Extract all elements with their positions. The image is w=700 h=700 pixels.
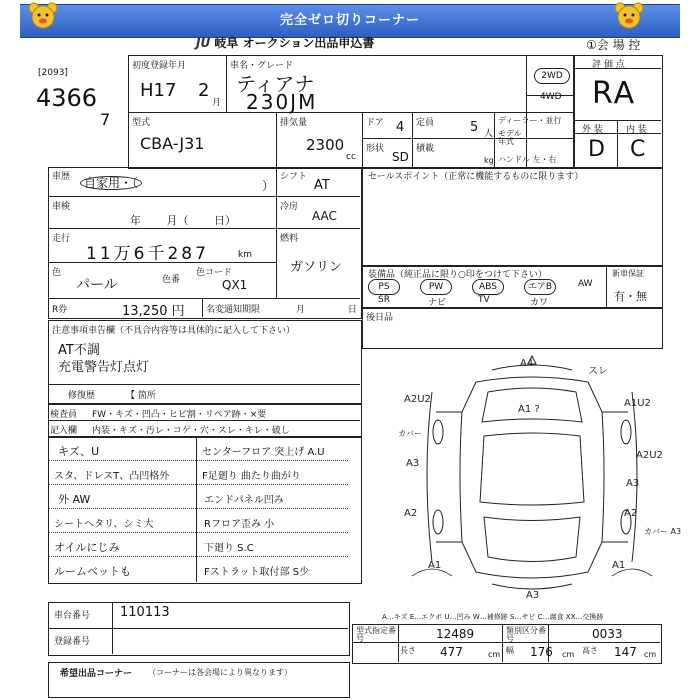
inspector-note-right-2: F足廻り 曲たり曲がり xyxy=(202,471,301,482)
right-side-outline xyxy=(632,392,637,562)
equip-navi: ナビ xyxy=(428,298,447,308)
wheel-rl xyxy=(433,510,443,534)
diag-label-4: A1U2 xyxy=(624,398,651,409)
diag-label-6: A2U2 xyxy=(636,450,663,461)
reg-month-unit: 月 xyxy=(212,98,222,108)
mileage-unit: km xyxy=(238,250,252,260)
fuel-value: ガソリン xyxy=(290,260,343,275)
height-unit: cm xyxy=(644,650,657,659)
type-spec-label: 型式指定番号 xyxy=(356,626,396,643)
inspector-items-1: FW・キズ・凹凸・ヒビ割・リペア跡・×要 xyxy=(92,410,267,420)
history-label: 車歴 xyxy=(52,172,71,182)
equip-airbag: エアB xyxy=(524,279,556,295)
color-value: パール xyxy=(76,277,118,293)
doors-label: ドア xyxy=(366,118,384,128)
equip-tv: TV xyxy=(478,295,490,305)
type-spec-value: 12489 xyxy=(436,627,475,641)
vehicle-name: ティアナ xyxy=(236,72,315,96)
inspector-note-right-6: Fストラット取付部 S少 xyxy=(204,567,310,578)
wheel-fr xyxy=(621,420,631,444)
form-title xyxy=(196,34,374,51)
color-code-number-label: 色番 xyxy=(162,275,181,285)
diag-label-11: カバー A3 xyxy=(644,527,682,536)
inspector-note-left-3: 外 AW xyxy=(58,493,91,506)
lot-number: 4366 xyxy=(36,84,98,112)
reg-no-label: 登録番号 xyxy=(54,637,91,647)
damage-legend: A…キズ E…エクボ U…凹み W…補修跡 S…サビ C…腐食 XX…交換跡 xyxy=(382,613,604,621)
rear-box xyxy=(362,307,663,349)
diag-label-8: A3 xyxy=(626,478,640,489)
shape-label: 形状 xyxy=(366,144,385,154)
diag-label-14: A1 xyxy=(612,560,626,571)
inspector-note-left-4: シートヘタリ、シミ大 xyxy=(54,519,154,530)
left-side-outline xyxy=(427,392,432,562)
new-warranty-value: 有・無 xyxy=(614,290,647,303)
length-value: 477 xyxy=(440,645,463,659)
wheel-fl xyxy=(433,420,443,444)
notes-label: 注意事項車告欄（不具合内容等は具体的に記入して下さい） xyxy=(52,326,296,336)
form-title-text: 岐阜 オークション出品申込書 xyxy=(214,36,375,50)
lot-suffix: 7 xyxy=(100,110,111,129)
drive-2wd: 2WD xyxy=(534,68,570,84)
equip-pw: PW xyxy=(420,279,452,295)
drive-4wd: 4WD xyxy=(540,92,562,102)
vehicle-type: CBA-J31 xyxy=(140,134,205,153)
diag-label-12: カバー xyxy=(398,429,422,438)
diag-label-3: A2U2 xyxy=(404,394,431,405)
diag-label-2: スレ xyxy=(588,366,608,377)
ticket-value: 13,250 円 xyxy=(122,304,185,319)
mileage-value: 11万6千287 xyxy=(86,244,209,264)
reg-month: 2 xyxy=(198,80,210,101)
model-label: 車名・グレード xyxy=(230,61,294,71)
capacity-label: 定員 xyxy=(416,118,435,128)
cc-unit: cc xyxy=(346,152,356,162)
length-unit: cm xyxy=(488,650,501,659)
displacement: 2300 xyxy=(306,136,345,154)
diag-label-1: A4 xyxy=(520,358,534,369)
inspector-note-right-3: エンドパネル凹み xyxy=(204,495,284,506)
history-close: ） xyxy=(262,179,275,193)
inspector-note-left-5: オイルにじみ xyxy=(54,541,120,554)
fuel-label: 燃料 xyxy=(280,234,299,244)
shift-label: シフト xyxy=(280,172,308,182)
new-warranty-label: 新車保証 xyxy=(612,269,644,278)
wish-note: （コーナーは各会場により異なります） xyxy=(148,668,292,677)
color-code-label: 色コード xyxy=(196,268,233,278)
shape: SD xyxy=(392,150,409,164)
diag-label-13: A1 xyxy=(428,560,442,571)
equipment-label: 装備品（純正品に限り○印をつけて下さい） xyxy=(368,270,547,280)
rear-bumper-outline xyxy=(492,584,572,589)
car-no-label: 車台番号 xyxy=(54,611,91,621)
capacity: 5 xyxy=(470,120,479,135)
dealer-label: ディーラー・並行 xyxy=(498,116,562,125)
diag-label-7: A3 xyxy=(406,458,420,469)
handle-label: ハンドル 左・右 xyxy=(498,155,557,164)
banner-title: 完全ゼロ切りコーナー xyxy=(279,13,420,28)
inspector-note-right-5: 下廻り S.C xyxy=(204,543,254,554)
person-unit: 人 xyxy=(484,129,494,139)
first-reg-label: 初度登録年月 xyxy=(132,61,187,71)
selling-points-box xyxy=(362,167,663,267)
kg-unit: kg xyxy=(484,156,494,165)
banner xyxy=(20,4,680,38)
brand-logo: JU xyxy=(196,36,211,50)
doors: 4 xyxy=(396,120,405,135)
width-unit: cm xyxy=(562,650,575,659)
ac-label: 冷房 xyxy=(280,202,299,212)
interior-label: 内 装 xyxy=(626,125,647,135)
shift-value: AT xyxy=(314,178,330,193)
displacement-label: 排気量 xyxy=(280,118,308,128)
inspection-value: 年 月（ 日） xyxy=(130,214,236,227)
inspector-note-left-6: ルームベットも xyxy=(54,565,131,578)
vehicle-grade: 230JM xyxy=(246,90,318,114)
model-year-label: モデル年式 xyxy=(498,129,522,146)
diag-label-15: A3 xyxy=(526,590,540,601)
reg-era: H17 xyxy=(140,80,177,101)
height-label: 高さ xyxy=(582,646,598,655)
inspector-note-left-2: スタ、ドレスT、凸凹格外 xyxy=(54,471,170,482)
category-value: 0033 xyxy=(592,627,623,641)
diag-label-5: A1 ? xyxy=(518,404,540,415)
repair-label: 修復歴 xyxy=(68,391,96,401)
inspector-note-left-1: キズ、U xyxy=(58,445,100,458)
height-value: 147 xyxy=(614,645,637,659)
equip-abs: ABS xyxy=(472,279,504,295)
inspector-label-2: 記入欄 xyxy=(50,426,78,436)
mileage-label: 走行 xyxy=(52,234,71,244)
load-label: 積載 xyxy=(416,144,435,154)
width-label: 幅 xyxy=(506,646,514,655)
grade-box xyxy=(573,55,663,169)
color-label: 色 xyxy=(52,268,62,278)
length-label: 長さ xyxy=(400,646,416,655)
grade-label: 評 価 点 xyxy=(592,60,625,70)
interior-grade: C xyxy=(630,137,646,162)
roof-outline xyxy=(480,433,584,505)
trunk-outline xyxy=(484,517,580,562)
inspector-note-right-1: センターフロア 突上げ A.U xyxy=(202,447,325,458)
equip-sr: SR xyxy=(378,295,390,305)
notes-line-2: 充電警告灯点灯 xyxy=(58,360,150,375)
deadline-value: 月 日 xyxy=(296,305,357,315)
exterior-grade: D xyxy=(588,137,605,162)
repair-value: 【 箇所 xyxy=(126,391,156,401)
exterior-label: 外 装 xyxy=(582,125,603,135)
type-label: 型式 xyxy=(132,118,151,128)
car-number-box xyxy=(48,602,350,656)
lot-prefix: [2093] xyxy=(38,68,68,78)
car-no-value: 110113 xyxy=(120,605,170,620)
category-label: 類別区分番号 xyxy=(506,626,546,643)
inspector-note-right-4: Rフロア歪み 小 xyxy=(204,519,275,530)
venue-copy: ①会 場 控 xyxy=(586,38,641,52)
wish-label: 希望出品コーナー xyxy=(60,669,133,679)
notes-line-1: AT不調 xyxy=(58,343,100,358)
color-code: QX1 xyxy=(222,278,248,292)
equip-leather: カワ xyxy=(530,298,549,308)
ticket-label: R券 xyxy=(52,305,68,315)
equip-aw: AW xyxy=(578,279,593,289)
mascot-bear-right-icon xyxy=(612,2,646,30)
grade-score: RA xyxy=(592,76,637,111)
selling-points-label: セールスポイント（正常に機能するものに限ります） xyxy=(368,172,584,182)
diag-label-10: A2 xyxy=(624,508,638,519)
width-value: 176 xyxy=(530,645,553,659)
deadline-label: 名変通知期限 xyxy=(206,305,261,315)
diag-label-9: A2 xyxy=(404,508,418,519)
ac-value: AAC xyxy=(312,209,337,223)
mascot-bear-left-icon xyxy=(26,2,60,30)
car-damage-diagram xyxy=(392,352,682,602)
inspector-items-2: 内装・キズ・汚レ・コゲ・穴・スレ・キレ・破し xyxy=(92,426,290,436)
equip-ps: PS xyxy=(368,279,400,295)
inspector-label-1: 検査員 xyxy=(50,410,78,420)
history-value: 自家用・（ xyxy=(80,176,142,190)
inspection-label: 車検 xyxy=(52,202,71,212)
rear-label: 後日品 xyxy=(366,313,394,323)
